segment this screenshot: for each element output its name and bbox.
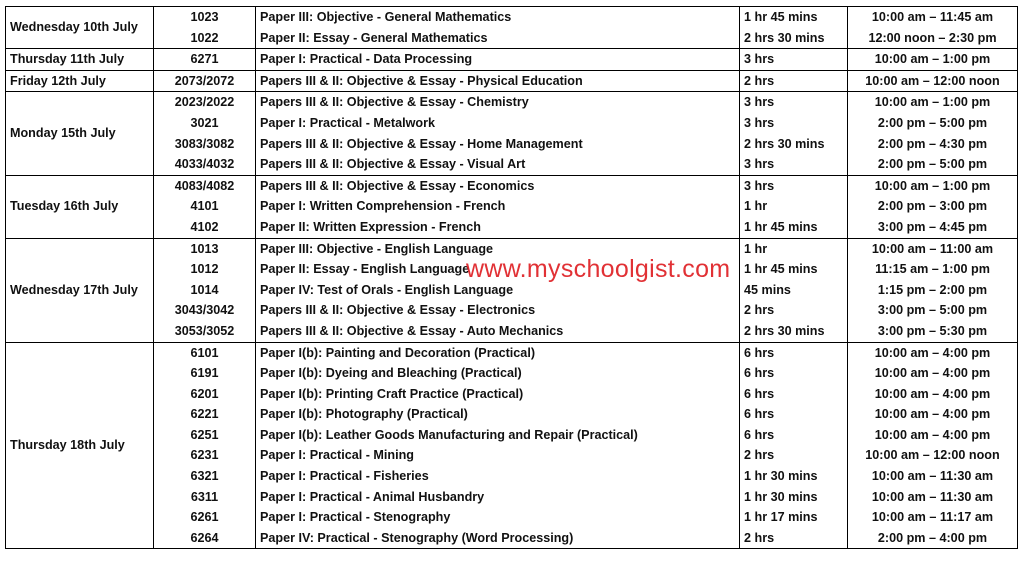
time-slot: 3:00 pm – 5:00 pm [848, 300, 1018, 321]
table-row [6, 528, 1018, 549]
table-row [6, 175, 1018, 196]
table-row [6, 259, 1018, 280]
table-row [6, 49, 1018, 71]
paper-code: 3021 [154, 113, 256, 134]
exam-day: Thursday 11th July [6, 49, 154, 71]
paper-title: Paper I: Practical - Fisheries [256, 466, 740, 487]
table-row [6, 196, 1018, 217]
duration: 3 hrs [740, 49, 848, 71]
paper-title: Paper IV: Test of Orals - English Language [256, 280, 740, 301]
duration: 2 hrs 30 mins [740, 28, 848, 49]
exam-day: Wednesday 17th July [6, 238, 154, 342]
exam-day: Wednesday 10th July [6, 7, 154, 49]
table-row [6, 384, 1018, 405]
time-slot: 10:00 am – 11:30 am [848, 487, 1018, 508]
duration: 6 hrs [740, 404, 848, 425]
watermark-text: www.myschoolgist.com [466, 255, 731, 283]
time-slot: 10:00 am – 11:00 am [848, 238, 1018, 259]
paper-code: 4101 [154, 196, 256, 217]
paper-title: Papers III & II: Objective & Essay - Home Management [256, 134, 740, 155]
time-slot: 10:00 am – 12:00 noon [848, 445, 1018, 466]
paper-code: 1023 [154, 7, 256, 28]
paper-code: 3053/3052 [154, 321, 256, 342]
paper-code: 6264 [154, 528, 256, 549]
table-row [6, 507, 1018, 528]
paper-title: Papers III & II: Objective & Essay - Auto Mechanics [256, 321, 740, 342]
table-row [6, 425, 1018, 446]
paper-code: 6271 [154, 49, 256, 71]
paper-code: 2023/2022 [154, 92, 256, 113]
time-slot: 10:00 am – 11:45 am [848, 7, 1018, 28]
table-row [6, 363, 1018, 384]
time-slot: 10:00 am – 4:00 pm [848, 342, 1018, 363]
time-slot: 10:00 am – 11:17 am [848, 507, 1018, 528]
paper-title: Paper I: Practical - Stenography [256, 507, 740, 528]
time-slot: 10:00 am – 1:00 pm [848, 49, 1018, 71]
time-slot: 10:00 am – 4:00 pm [848, 363, 1018, 384]
duration: 1 hr 30 mins [740, 487, 848, 508]
duration: 1 hr [740, 196, 848, 217]
paper-code: 6321 [154, 466, 256, 487]
time-slot: 2:00 pm – 5:00 pm [848, 113, 1018, 134]
paper-code: 1014 [154, 280, 256, 301]
time-slot: 10:00 am – 1:00 pm [848, 92, 1018, 113]
paper-code: 3043/3042 [154, 300, 256, 321]
paper-code: 6261 [154, 507, 256, 528]
table-row [6, 445, 1018, 466]
time-slot: 10:00 am – 11:30 am [848, 466, 1018, 487]
table-row [6, 342, 1018, 363]
table-row [6, 70, 1018, 92]
paper-code: 2073/2072 [154, 70, 256, 92]
paper-code: 6251 [154, 425, 256, 446]
time-slot: 10:00 am – 4:00 pm [848, 404, 1018, 425]
table-row [6, 154, 1018, 175]
duration: 2 hrs [740, 300, 848, 321]
table-row [6, 404, 1018, 425]
paper-title: Paper I: Written Comprehension - French [256, 196, 740, 217]
paper-code: 4102 [154, 217, 256, 238]
duration: 6 hrs [740, 363, 848, 384]
duration: 3 hrs [740, 175, 848, 196]
duration: 2 hrs 30 mins [740, 321, 848, 342]
duration: 6 hrs [740, 425, 848, 446]
duration: 2 hrs 30 mins [740, 134, 848, 155]
duration: 1 hr 45 mins [740, 7, 848, 28]
table-row [6, 92, 1018, 113]
paper-title: Paper III: Objective - English Language [256, 238, 740, 259]
table-row [6, 134, 1018, 155]
paper-title: Papers III & II: Objective & Essay - Physical Education [256, 70, 740, 92]
paper-title: Paper II: Essay - General Mathematics [256, 28, 740, 49]
paper-title: Paper I: Practical - Mining [256, 445, 740, 466]
paper-title: Paper I: Practical - Data Processing [256, 49, 740, 71]
paper-title: Paper II: Written Expression - French [256, 217, 740, 238]
paper-code: 4083/4082 [154, 175, 256, 196]
time-slot: 10:00 am – 12:00 noon [848, 70, 1018, 92]
time-slot: 3:00 pm – 4:45 pm [848, 217, 1018, 238]
paper-title: Papers III & II: Objective & Essay - Chemistry [256, 92, 740, 113]
time-slot: 3:00 pm – 5:30 pm [848, 321, 1018, 342]
paper-title: Papers III & II: Objective & Essay - Visual Art [256, 154, 740, 175]
paper-code: 6221 [154, 404, 256, 425]
paper-title: Paper IV: Practical - Stenography (Word Processing) [256, 528, 740, 549]
duration: 2 hrs [740, 528, 848, 549]
duration: 3 hrs [740, 154, 848, 175]
paper-code: 6191 [154, 363, 256, 384]
paper-code: 1013 [154, 238, 256, 259]
paper-title: Paper I(b): Photography (Practical) [256, 404, 740, 425]
paper-title: Paper I(b): Dyeing and Bleaching (Practical) [256, 363, 740, 384]
duration: 3 hrs [740, 113, 848, 134]
duration: 45 mins [740, 280, 848, 301]
exam-day: Monday 15th July [6, 92, 154, 175]
duration: 2 hrs [740, 445, 848, 466]
time-slot: 11:15 am – 1:00 pm [848, 259, 1018, 280]
timetable-body [6, 7, 1018, 549]
exam-timetable [5, 6, 1018, 549]
time-slot: 2:00 pm – 3:00 pm [848, 196, 1018, 217]
time-slot: 10:00 am – 4:00 pm [848, 384, 1018, 405]
duration: 6 hrs [740, 384, 848, 405]
paper-code: 1012 [154, 259, 256, 280]
duration: 1 hr [740, 238, 848, 259]
table-row [6, 28, 1018, 49]
paper-code: 4033/4032 [154, 154, 256, 175]
paper-title: Papers III & II: Objective & Essay - Electronics [256, 300, 740, 321]
paper-title: Paper II: Essay - English Language [256, 259, 740, 280]
time-slot: 2:00 pm – 5:00 pm [848, 154, 1018, 175]
exam-day: Thursday 18th July [6, 342, 154, 549]
paper-code: 1022 [154, 28, 256, 49]
time-slot: 10:00 am – 1:00 pm [848, 175, 1018, 196]
exam-day: Tuesday 16th July [6, 175, 154, 238]
paper-title: Paper I(b): Printing Craft Practice (Practical) [256, 384, 740, 405]
time-slot: 2:00 pm – 4:00 pm [848, 528, 1018, 549]
paper-code: 6311 [154, 487, 256, 508]
table-row [6, 280, 1018, 301]
duration: 1 hr 30 mins [740, 466, 848, 487]
paper-code: 6101 [154, 342, 256, 363]
table-row [6, 300, 1018, 321]
paper-title: Paper I(b): Leather Goods Manufacturing and Repair (Practical) [256, 425, 740, 446]
time-slot: 1:15 pm – 2:00 pm [848, 280, 1018, 301]
paper-code: 6201 [154, 384, 256, 405]
paper-title: Papers III & II: Objective & Essay - Economics [256, 175, 740, 196]
table-row [6, 321, 1018, 342]
time-slot: 10:00 am – 4:00 pm [848, 425, 1018, 446]
paper-title: Paper III: Objective - General Mathematics [256, 7, 740, 28]
duration: 3 hrs [740, 92, 848, 113]
table-row [6, 113, 1018, 134]
table-row [6, 238, 1018, 259]
paper-title: Paper I: Practical - Animal Husbandry [256, 487, 740, 508]
table-row [6, 487, 1018, 508]
time-slot: 12:00 noon – 2:30 pm [848, 28, 1018, 49]
duration: 1 hr 17 mins [740, 507, 848, 528]
paper-title: Paper I: Practical - Metalwork [256, 113, 740, 134]
time-slot: 2:00 pm – 4:30 pm [848, 134, 1018, 155]
duration: 6 hrs [740, 342, 848, 363]
paper-code: 6231 [154, 445, 256, 466]
paper-title: Paper I(b): Painting and Decoration (Practical) [256, 342, 740, 363]
paper-code: 3083/3082 [154, 134, 256, 155]
duration: 2 hrs [740, 70, 848, 92]
exam-day: Friday 12th July [6, 70, 154, 92]
table-row [6, 466, 1018, 487]
table-row [6, 217, 1018, 238]
duration: 1 hr 45 mins [740, 217, 848, 238]
duration: 1 hr 45 mins [740, 259, 848, 280]
table-row [6, 7, 1018, 28]
